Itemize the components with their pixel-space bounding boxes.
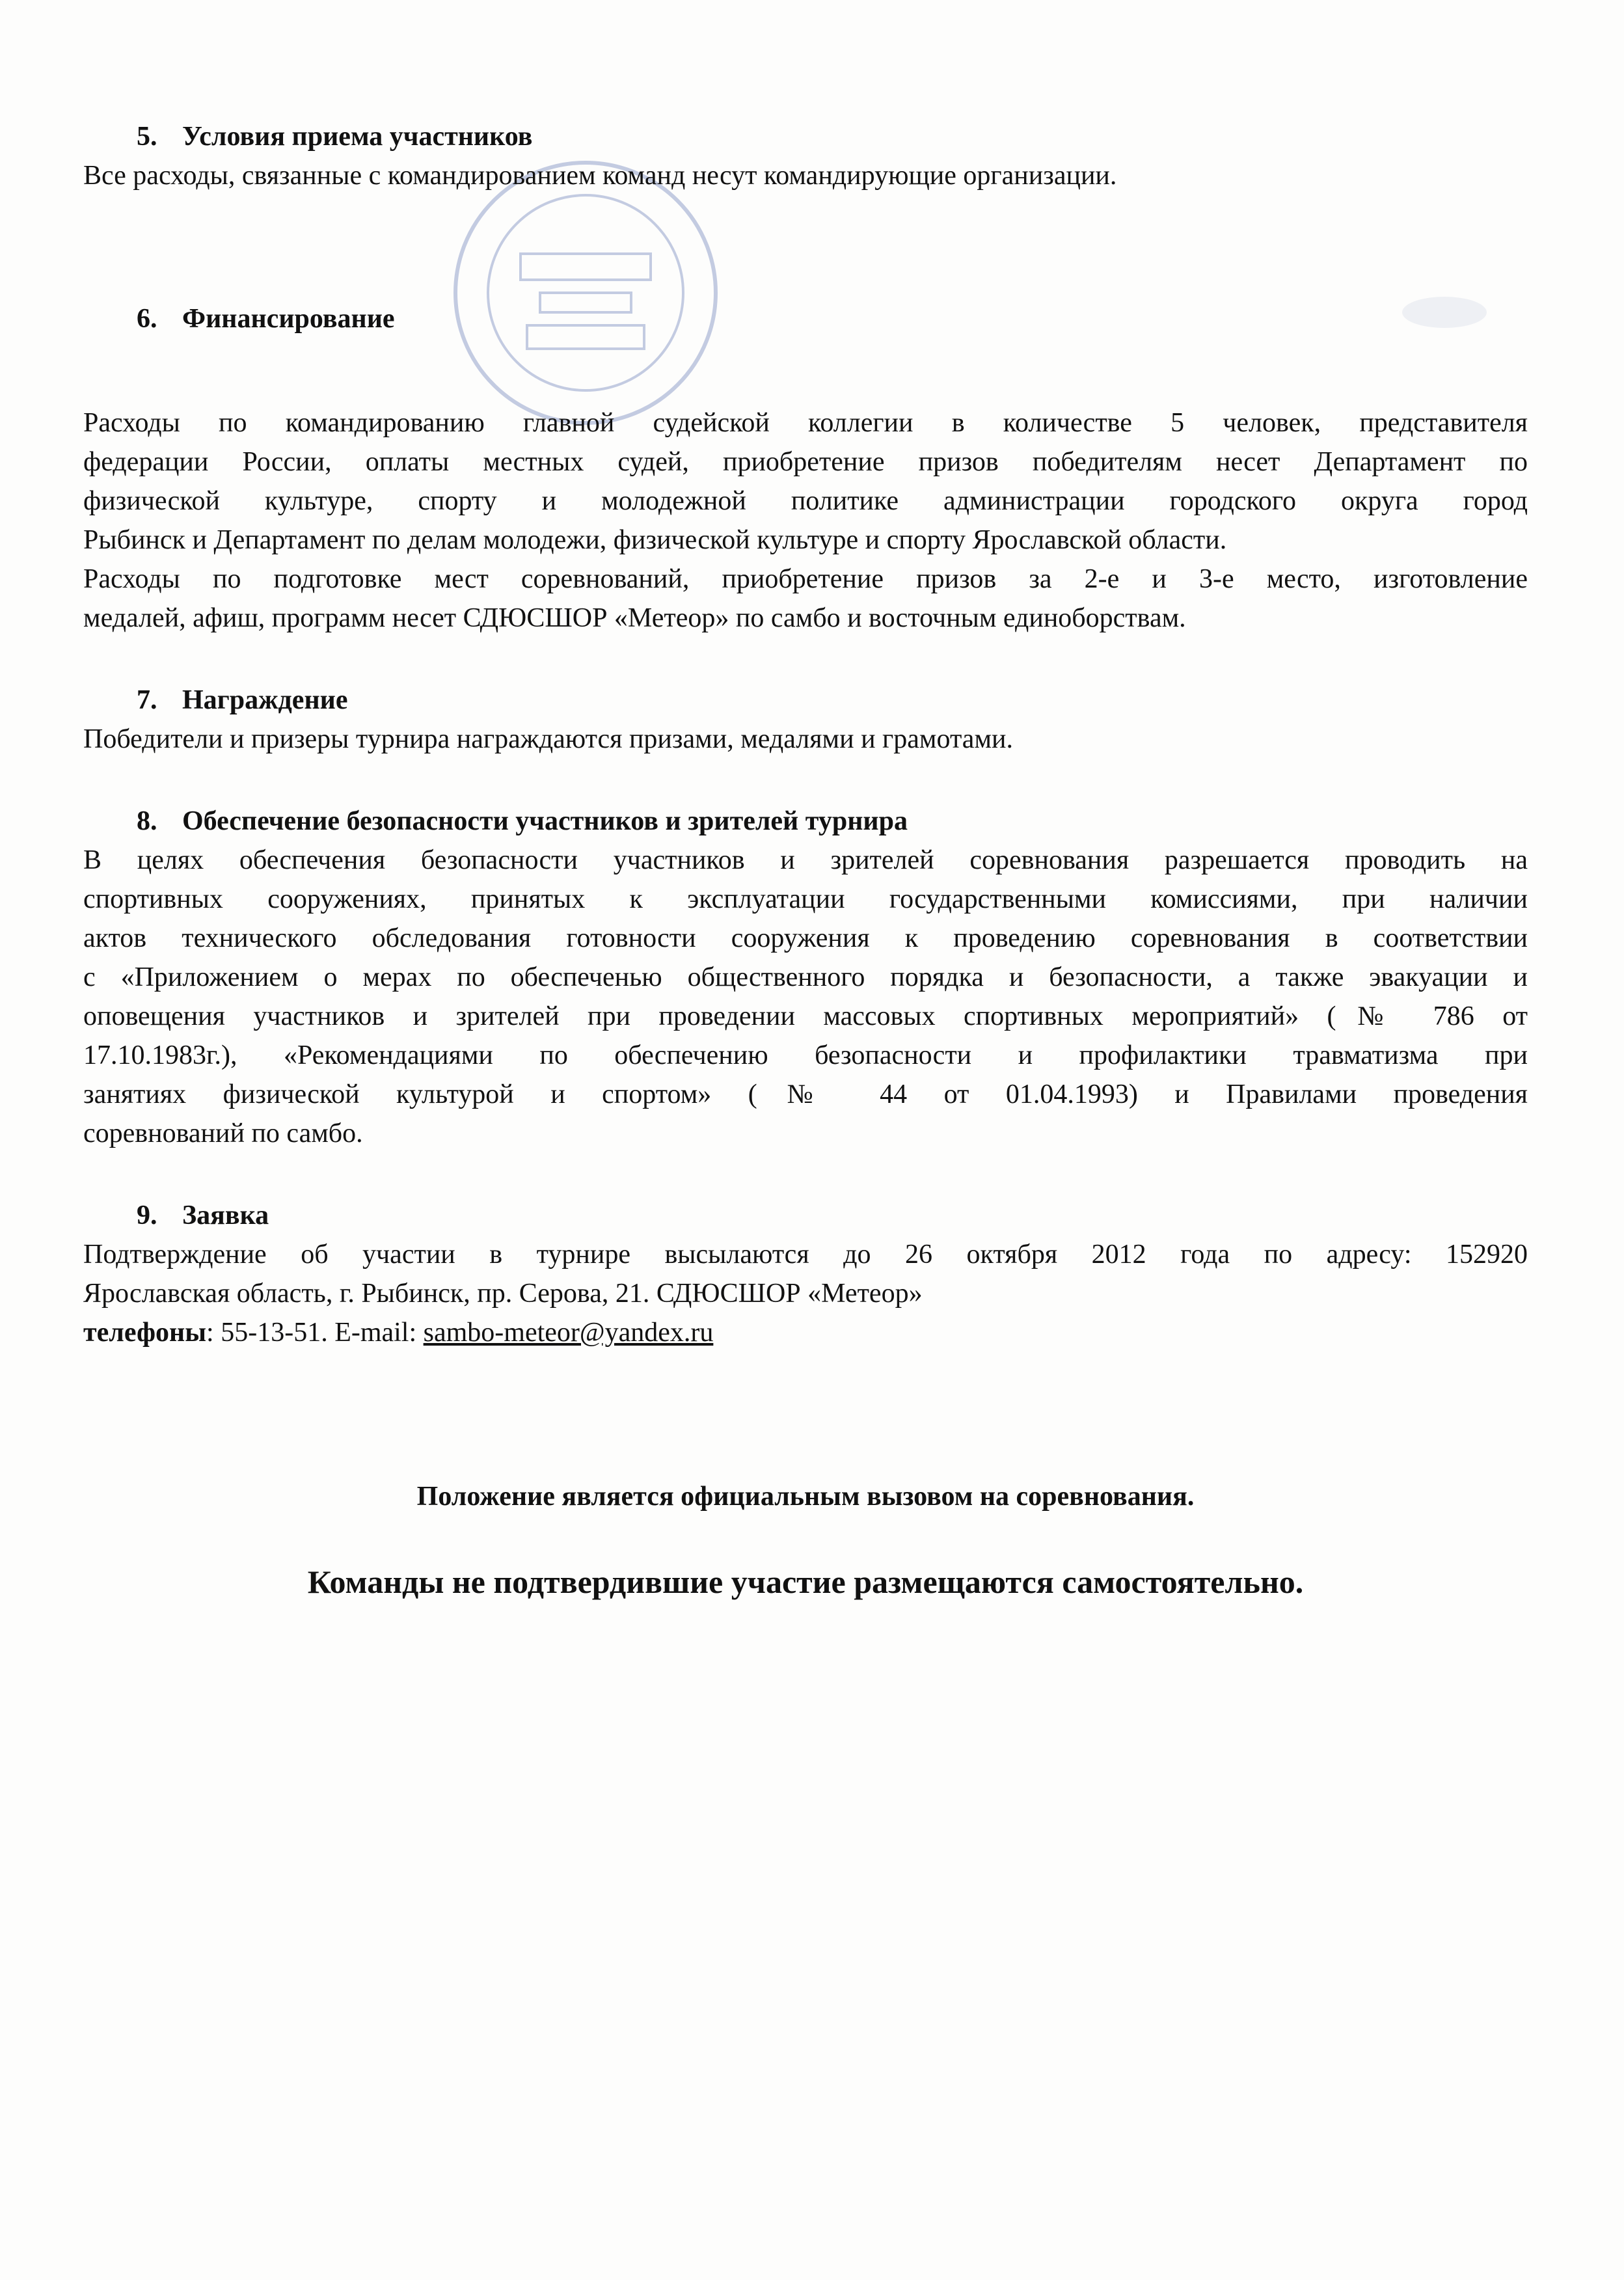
section-9-body — [83, 1235, 1528, 1352]
section-6-body — [83, 403, 1528, 638]
section-8-line-6: 17.10.1983г.), «Рекомендациями по обеспечению безопасности и профилактики травматизма при — [83, 1040, 1528, 1070]
section-6-line-2: федерации России, оплаты местных судей, приобретение призов победителям несет Департамент по — [83, 447, 1528, 477]
section-6-heading — [83, 299, 1528, 338]
section-5-line-1: Все расходы, связанные с командированием команд несут командирующие организации. — [83, 161, 1117, 191]
closing-accommodation-note: Команды не подтвердившие участие размещаются самостоятельно. — [307, 1564, 1304, 1600]
section-8-line-2: спортивных сооружениях, принятых к эксплуатации государственными комиссиями, при наличии — [83, 884, 1528, 914]
section-8-line-4: с «Приложением о мерах по обеспеченью общественного порядка и безопасности, а также эвакуации и — [83, 962, 1528, 992]
section-8-line-8: соревнований по самбо. — [83, 1119, 363, 1148]
section-6-line-5: Расходы по подготовке мест соревнований, приобретение призов за 2-е и 3-е место, изготовление — [83, 564, 1528, 594]
phone-and-email-label: : 55-13-51. E-mail: — [206, 1318, 424, 1348]
section-9-line-1: Подтверждение об участии в турнире высылаются до 26 октября 2012 года по адресу: 152920 — [83, 1240, 1528, 1269]
section-8-line-3: актов технического обследования готовности сооружения к проведению соревнования в соответствии — [83, 923, 1528, 953]
document-body — [83, 117, 1528, 1605]
section-6-title: Финансирование — [182, 304, 395, 334]
section-5-number: 5. — [137, 122, 157, 152]
section-6-line-3: физической культуре, спорту и молодежной политике администрации городского округа город — [83, 486, 1528, 516]
section-8-title: Обеспечение безопасности участников и зрителей турнира — [182, 806, 908, 836]
section-8-line-7: занятиях физической культурой и спортом» (№ 44 от 01.04.1993) и Правилами проведения — [83, 1079, 1528, 1109]
section-7-title: Награждение — [182, 685, 348, 715]
section-6-line-6: медалей, афиш, программ несет СДЮСШОР «Метеор» по самбо и восточным единоборствам. — [83, 603, 1186, 633]
closing-official-call: Положение является официальным вызовом на соревнования. — [416, 1482, 1195, 1512]
section-8-heading — [83, 802, 1528, 841]
section-5-body — [83, 156, 1528, 195]
section-9-number: 9. — [137, 1201, 157, 1230]
section-8-line-1: В целях обеспечения безопасности участников и зрителей соревнования разрешается проводить на — [83, 845, 1528, 875]
section-7-body — [83, 720, 1528, 759]
section-6-number: 6. — [137, 304, 157, 334]
section-5-title: Условия приема участников — [182, 122, 533, 152]
section-9-contacts — [83, 1313, 1528, 1352]
section-8-body — [83, 841, 1528, 1153]
section-7-heading — [83, 681, 1528, 720]
section-7-number: 7. — [137, 685, 157, 715]
section-8-line-5: оповещения участников и зрителей при проведении массовых спортивных мероприятий» (№ 786 от — [83, 1001, 1528, 1031]
section-9-heading — [83, 1196, 1528, 1235]
email-link[interactable]: sambo-meteor@yandex.ru — [423, 1318, 714, 1348]
section-8-number: 8. — [137, 806, 157, 836]
section-9-line-2: Ярославская область, г. Рыбинск, пр. Серова, 21. СДЮСШОР «Метеор» — [83, 1279, 923, 1309]
section-7-line-1: Победители и призеры турнира награждаются призами, медалями и грамотами. — [83, 724, 1014, 754]
section-5-heading — [83, 117, 1528, 156]
section-6-line-4: Рыбинск и Департамент по делам молодежи, физической культуре и спорту Ярославской области. — [83, 525, 1227, 555]
section-9-title: Заявка — [182, 1201, 269, 1230]
section-6-line-1: Расходы по командированию главной судейской коллегии в количестве 5 человек, представителя — [83, 408, 1528, 438]
phones-label: телефоны — [83, 1318, 207, 1348]
